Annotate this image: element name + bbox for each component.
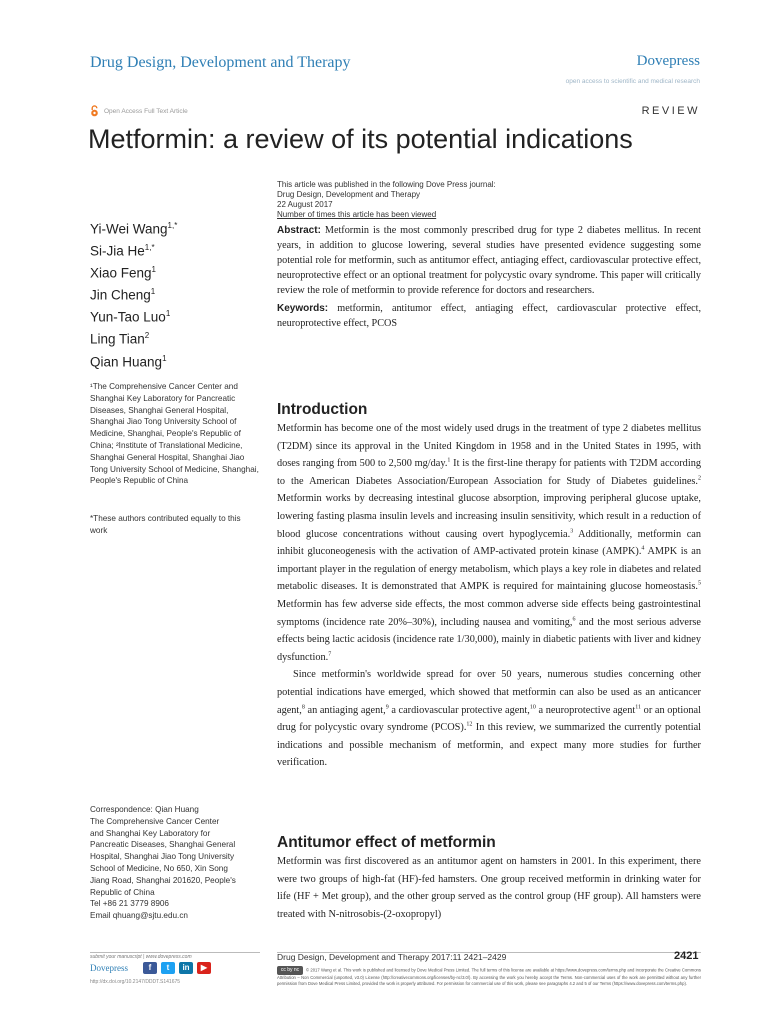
affiliations: ¹The Comprehensive Cancer Center and Shanghai Key Laboratory for Pancreatic Diseases, Shanghai General Hospital, Shanghai Jiao Tong University School of Medicine, Shanghai, People's Republic of China; ²Institute of Translational Medicine, Shanghai General Hospital, Shanghai Jiao Tong University School of Medicine, Shanghai, People's Republic of China [90,382,259,486]
author-affiliation-marker: 1,* [167,221,178,230]
author-name [90,283,177,305]
correspondence-line: and Shanghai Key Laboratory for [90,828,211,838]
paragraph [277,420,701,666]
creative-commons-icon[interactable]: cc by nc [277,966,303,975]
doi-link[interactable]: http://dx.doi.org/10.2147/DDDT.S141675 [90,979,181,985]
footer-divider [90,952,260,953]
open-lock-icon [90,105,99,117]
equal-contribution-note: *These authors contributed equally to this work [90,514,241,535]
submit-manuscript-link[interactable]: submit your manuscript | www.dovepress.com [90,954,192,960]
author-affiliation-marker: 1 [151,265,156,275]
author-affiliation-marker: 1 [162,353,167,363]
author-name-text: Yun-Tao Luo [90,309,166,325]
author-name [90,217,177,239]
citation-marker[interactable]: 11 [635,704,642,711]
correspondence-line: Hospital, Shanghai Jiao Tong University [90,852,235,862]
author-list [90,217,177,372]
open-access-text: Open Access Full Text Article [104,107,188,115]
citation-marker[interactable]: 2 [698,475,701,482]
paragraph-text: In this review, we summarized the currently potential indications and possible mechanism of metformin, and expect many more studies for further verification. [277,722,701,769]
paragraph-text: Additionally, metformin can inhibit gluconeogenesis with the activation of AMP-activated protein kinase (AMPK). [277,528,701,558]
facebook-icon[interactable]: f [143,962,157,974]
paragraph-text: AMPK is an important player in the regulation of energy metabolism, which plays a key role in diabetes and related metabolic diseases. It is demonstrated that AMPK is required for maintaining glucose homeostasis. [277,546,701,593]
citation-marker[interactable]: 3 [570,528,574,535]
pubinfo-line: Drug Design, Development and Therapy [277,190,421,199]
citation-marker[interactable]: 10 [529,704,536,711]
paragraph [277,666,701,772]
paragraph-text: an antiaging agent, [304,704,386,716]
paragraph-text: and the most serious adverse effects being lactic acidosis (incidence rate 1/30,000), mainly in diabetic patients with liver and kidney dysfunction. [277,616,701,663]
abstract [277,223,701,331]
footer-citation: Drug Design, Development and Therapy 2017:11 2421–2429 [277,952,507,962]
journal-name[interactable]: Drug Design, Development and Therapy [90,54,351,71]
correspondence-line: Republic of China [90,887,155,897]
author-name-text: Qian Huang [90,354,163,370]
author-name [90,350,177,372]
correspondence-line: Tel +86 21 3779 8906 [90,899,169,909]
social-links [143,962,211,974]
author-name-text: Yi-Wei Wang [90,221,168,237]
publication-info [277,180,496,220]
twitter-icon[interactable]: t [161,962,175,974]
paragraph-text: It is the first-line therapy for patients with T2DM according to the American Diabetes Association/European Association for Study of Diabetes guidelines. [277,458,701,487]
correspondence-line: Pancreatic Diseases, Shanghai General [90,840,236,850]
correspondence-line: Correspondence: Qian Huang [90,805,199,814]
paragraph-text: Metformin has become one of the most widely used drugs in the treatment of type 2 diabetes mellitus (T2DM) since its approval in the United Kingdom in 1958 and in the United States in 1995, with doses ranging from 500 to 2,500 mg/day. [277,423,701,470]
author-affiliation-marker: 1 [150,287,156,297]
author-name-text: Ling Tian [90,331,145,347]
author-affiliation-marker: 1 [165,309,171,319]
correspondence-line: School of Medicine, No 650, Xin Song [90,863,228,873]
abstract-label: Abstract: [277,225,321,236]
citation-marker[interactable]: 5 [698,580,701,587]
brand-logo[interactable]: Dovepress [636,53,700,69]
youtube-icon[interactable]: ▶ [197,962,211,974]
citation-marker[interactable]: 8 [301,704,305,711]
citation-marker[interactable]: 12 [466,721,473,728]
author-name-text: Si-Jia He [90,243,145,259]
correspondence-line: Jiang Road, Shanghai 201620, People's [90,875,236,885]
linkedin-icon[interactable]: in [179,962,193,974]
open-access-label [90,105,188,117]
correspondence-line: The Comprehensive Cancer Center [90,816,220,826]
license-text [277,966,701,986]
citation-marker[interactable]: 1 [447,457,451,464]
section-heading-introduction: Introduction [277,401,368,418]
author-affiliation-marker: 2 [144,331,150,341]
keywords-text: metformin, antitumor effect, antiaging effect, cardiovascular protective effect, neuroprotective effect, PCOS [277,303,702,329]
introduction-body [277,420,701,772]
correspondence-line[interactable]: Email qhuang@sjtu.edu.cn [90,911,188,921]
correspondence [90,804,265,922]
abstract-text: Metformin is the most commonly prescribed drug for type 2 diabetes mellitus. In recent years, in addition to glucose lowering, several studies have presented evidence suggesting some potential role for metformin, such as antitumor effect, antiaging effect, cardiovascular protective effect, neuroprotective effect or an optional treatment for polycystic ovary syndrome. This paper will critically review the role of metformin to provide reference for doctors and researchers. [277,225,702,296]
author-name [90,327,177,349]
views-link[interactable]: Number of times this article has been viewed [277,210,437,219]
paragraph-text: or an optional drug for polycystic ovary syndrome (PCOS). [277,704,701,734]
section-heading-antitumor: Antitumor effect of metformin [277,834,496,851]
footer-brand[interactable]: Dovepress [90,963,128,973]
license-body: © 2017 Wang et al. This work is published and licensed by Dove Medical Press Limited. The full terms of this license are available at https://www.dovepress.com/terms.php and incorporate the Creative Commons Attribution – Non Commercial (unported, v3.0) License (http://creativecommons.org/licenses/by-nc/3.0/). By accessing the work you hereby accept the Terms. Non-commercial uses of the work are permitted without any further permission from Dove Medical Press Limited, provided the work is properly attributed. For permission for commercial use of this work, please see paragraphs 4.2 and 5 of our Terms (https://www.dovepress.com/terms.php). [277,967,701,986]
keywords-label: Keywords: [277,303,329,314]
citation-marker[interactable]: 9 [385,704,389,711]
paragraph-text: Metformin works by decreasing intestinal glucose absorption, improving peripheral glucose uptake, lowering fasting plasma insulin levels and increasing insulin sensitivity, which result in a reduction of blood glucose concentrations without causing overt hypoglycemia. [277,493,701,540]
citation-marker[interactable]: 4 [641,545,645,552]
pubinfo-line: 22 August 2017 [277,200,333,209]
paragraph-text: a neuroprotective agent [535,704,636,716]
brand-tagline: open access to scientific and medical research [565,78,700,85]
author-name-text: Xiao Feng [90,265,152,281]
page-number: 2421 [674,950,699,962]
antitumor-body [277,853,701,923]
article-title: Metformin: a review of its potential indications [88,124,633,154]
author-name-text: Jin Cheng [90,287,151,303]
citation-marker[interactable]: 6 [572,616,576,623]
author-name [90,261,177,283]
author-name [90,305,177,327]
paragraph-text: Metformin has few adverse side effects, the most common adverse side effects being gastrointestinal symptoms (incidence rate 20%–30%), including nausea and vomiting, [277,598,701,628]
paragraph-text: Since metformin's worldwide spread for over 50 years, numerous studies concerning other potential indications have emerged, which showed that metformin can also be used as an anticancer agent, [277,669,701,716]
article-type: REVIEW [641,105,700,117]
author-affiliation-marker: 1,* [144,243,155,253]
author-name [90,239,177,261]
paragraph: Metformin was first discovered as an antitumor agent on hamsters in 2001. In this experiment, there were two groups of high-fat (HF)-fed hamsters. One group received metformin in drinking water for life (HF + Met group), and the other group served as the control group (HF group). All hamsters were treated with N-nitrosobis-(2-oxopropyl) [277,856,701,920]
pubinfo-line: This article was published in the following Dove Press journal: [277,180,496,189]
citation-marker[interactable]: 7 [328,651,332,658]
paragraph-text: a cardiovascular protective agent, [388,704,530,716]
